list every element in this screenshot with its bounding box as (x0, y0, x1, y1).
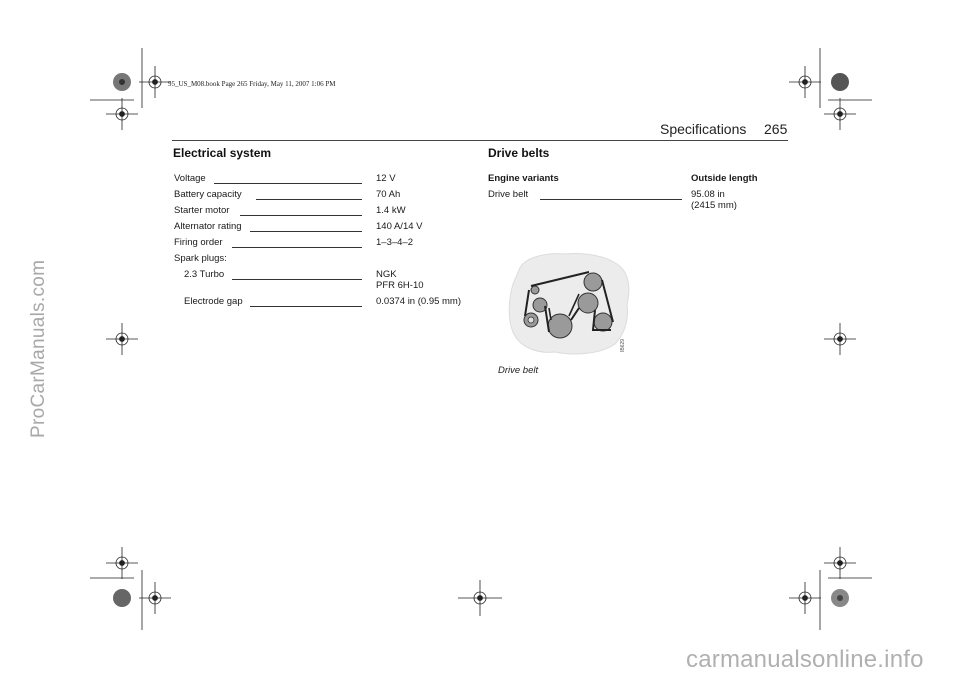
spec-label: Spark plugs: (174, 253, 227, 264)
spec-value-line2: PFR 6H-10 (376, 280, 424, 291)
section-title-drive-belts: Drive belts (488, 146, 550, 160)
section-title-electrical: Electrical system (173, 146, 272, 160)
side-watermark: ProCarManuals.com (28, 259, 49, 438)
leader-line (240, 215, 362, 216)
leader-line (214, 183, 362, 184)
spec-value: 12 V (376, 173, 396, 184)
spec-value: NGK (376, 269, 397, 280)
column-header-outside-length: Outside length (691, 173, 758, 184)
figure-code: IB629 (620, 338, 626, 352)
figure-caption: Drive belt (498, 365, 539, 376)
spec-value: 1.4 kW (376, 205, 406, 216)
leader-line (540, 199, 682, 200)
leader-line (250, 231, 362, 232)
header-rule (172, 140, 788, 141)
spec-label: Starter motor (174, 205, 230, 216)
page-header-title: Specifications (660, 121, 747, 137)
spec-label: Battery capacity (174, 189, 242, 200)
bottom-watermark: carmanualsonline.info (686, 646, 924, 673)
spec-value: 70 Ah (376, 189, 401, 200)
spec-label: Drive belt (488, 189, 529, 200)
page-number: 265 (764, 121, 788, 137)
spec-value: 95.08 in (691, 189, 725, 200)
drive-belt-illustration (505, 248, 635, 358)
leader-line (232, 279, 362, 280)
spec-value: 1–3–4–2 (376, 237, 413, 248)
spec-value-line2: (2415 mm) (691, 200, 737, 211)
leader-line (232, 247, 362, 248)
spec-label: Voltage (174, 173, 206, 184)
book-meta: 95_US_M08.book Page 265 Friday, May 11, 2007 1:06 PM (168, 80, 336, 88)
column-header-engine-variants: Engine variants (488, 173, 559, 184)
spec-label: 2.3 Turbo (184, 269, 225, 280)
spec-value: 140 A/14 V (376, 221, 423, 232)
leader-line (250, 306, 362, 307)
spec-value: 0.0374 in (0.95 mm) (376, 296, 462, 307)
spec-label: Alternator rating (174, 221, 242, 232)
spec-label: Firing order (174, 237, 223, 248)
spec-label: Electrode gap (184, 296, 243, 307)
leader-line (256, 199, 362, 200)
